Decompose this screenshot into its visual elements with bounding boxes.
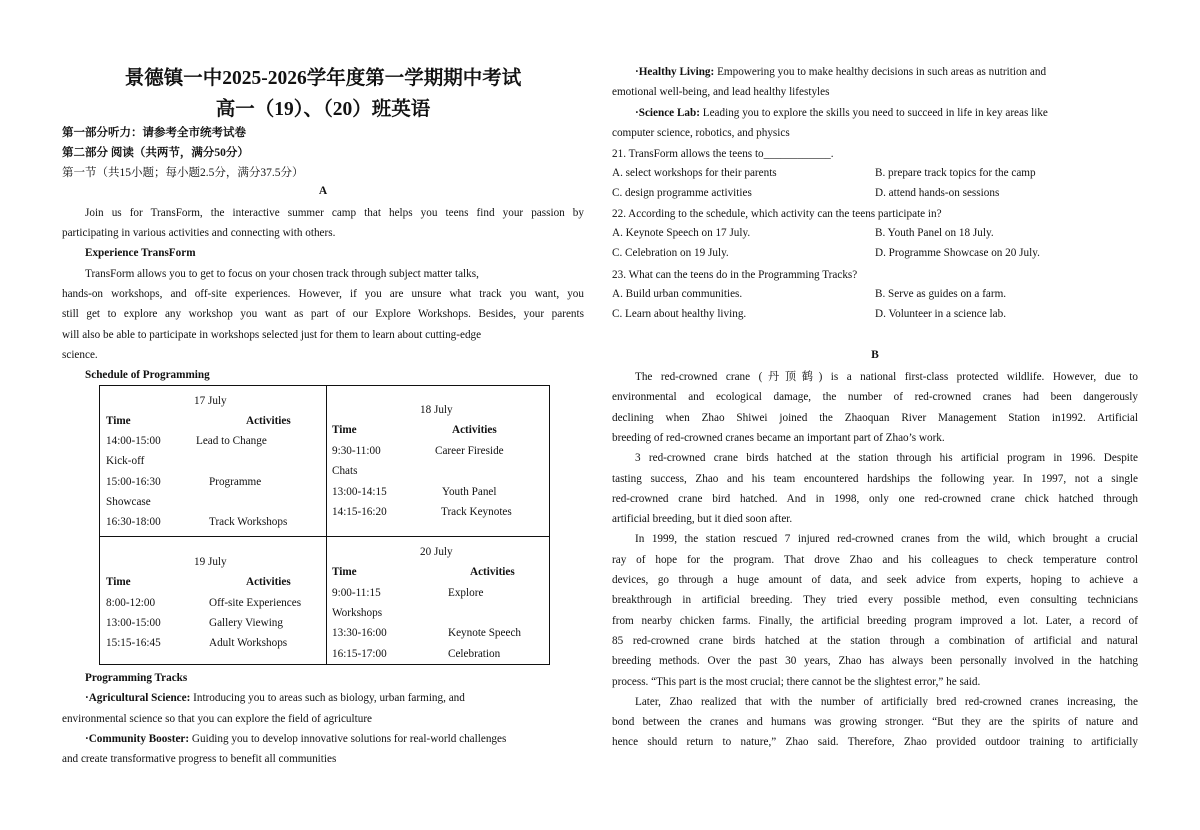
- question-option: A. Build urban communities.: [612, 288, 743, 300]
- passage-b-line: hence should return to nature,” Zhao said. Therefore, Zhao provided outdoor training to artificially: [612, 736, 1138, 749]
- part2-heading: 第二部分 阅读（共两节，满分50分）: [62, 147, 249, 159]
- passage-b-line: environmental and ecological damage, the number of red-crowned cranes had been dangerously: [612, 391, 1138, 404]
- track-desc: Guiding you to develop innovative solutions for real-world challenges: [189, 733, 507, 745]
- question-option: C. design programme activities: [612, 187, 752, 199]
- schedule-activity: Gallery Viewing: [209, 617, 283, 629]
- track-desc-cont: and create transformative progress to benefit all communities: [62, 753, 337, 765]
- passage-b-line: from nearby chicken farms. Finally, the artificial breeding program improved a lot. Later, a record of: [612, 614, 1138, 627]
- schedule-time: 8:00-12:00: [106, 597, 156, 609]
- time-header: Time: [106, 576, 131, 588]
- passage-a-intro-line: participating in various activities and connecting with others.: [62, 227, 336, 239]
- track-item: [635, 65, 1046, 79]
- schedule-time: 15:00-16:30: [106, 476, 161, 488]
- section1-heading: 第一节（共15小题；每小题2.5分，满分37.5分）: [62, 167, 304, 179]
- passage-b-letter: B: [871, 349, 879, 361]
- track-name: ·Agricultural Science:: [85, 692, 191, 704]
- passage-b-line: The red-crowned crane (丹顶鹤) is a national first-class protected wildlife. However, due to: [635, 371, 1138, 383]
- schedule-time: 13:00-14:15: [332, 486, 387, 498]
- track-desc-cont: computer science, robotics, and physics: [612, 127, 790, 139]
- passage-b-line: breeding methods. Over the past 30 years, Zhao has always been personally involved in the hatching: [612, 655, 1138, 668]
- schedule-heading: Schedule of Programming: [85, 369, 210, 381]
- schedule-activity: Track Workshops: [209, 516, 288, 528]
- day-date: 20 July: [420, 546, 453, 558]
- track-item: [635, 106, 1048, 120]
- schedule-time: Showcase: [106, 496, 151, 508]
- track-desc: Introducing you to areas such as biology, urban farming, and: [190, 692, 465, 704]
- schedule-time: Kick-off: [106, 455, 145, 467]
- question-option: C. Celebration on 19 July.: [612, 247, 729, 259]
- schedule-time: 16:15-17:00: [332, 648, 387, 660]
- schedule-activity: Programme: [209, 476, 262, 488]
- track-desc: Leading you to explore the skills you need to succeed in life in key areas like: [699, 107, 1048, 119]
- day-date: 17 July: [194, 395, 227, 407]
- question-option: C. Learn about healthy living.: [612, 308, 747, 320]
- tracks-heading: Programming Tracks: [85, 672, 188, 684]
- schedule-table: [99, 385, 550, 665]
- schedule-time: 14:15-16:20: [332, 506, 387, 518]
- passage-b-line: breeding of red-crowned cranes became an important part of Zhao’s work.: [612, 431, 945, 444]
- question-stem: 21. TransForm allows the teens to____________.: [612, 148, 834, 160]
- activities-header: Activities: [470, 566, 515, 578]
- schedule-time: 15:15-16:45: [106, 637, 161, 649]
- exam-subtitle: 高一（19）、（20）班英语: [215, 99, 431, 120]
- track-name: ·Community Booster:: [85, 733, 190, 745]
- schedule-activity: Career Fireside: [435, 445, 504, 457]
- passage-b-line: red-crowned crane bird hatched. And in 1998, only one red-crowned crane chick hatched through: [612, 492, 1138, 505]
- activities-header: Activities: [246, 415, 291, 427]
- experience-line: TransForm allows you to get to focus on your chosen track through subject matter talks,: [85, 268, 479, 280]
- question-option: A. select workshops for their parents: [612, 167, 777, 179]
- track-desc-cont: environmental science so that you can explore the field of agriculture: [62, 713, 373, 725]
- passage-b-line: Later, Zhao realized that with the number of artificially bred red-crowned cranes increasing, the: [635, 695, 1138, 708]
- passage-b-line: breakthrough in artificial breeding. They tried every possible method, even consulting technicians: [612, 594, 1138, 607]
- experience-line: hands-on workshops, and off-site experiences. However, if you are unsure what track you want, you: [62, 288, 584, 300]
- experience-heading: Experience TransForm: [85, 247, 196, 259]
- track-name: ·Science Lab:: [635, 107, 700, 119]
- time-header: Time: [106, 415, 131, 427]
- day-date: 18 July: [420, 404, 453, 416]
- question-option: B. Youth Panel on 18 July.: [875, 227, 994, 239]
- experience-line: still get to explore any workshop you want as part of our Explore Workshops. Besides, your parents: [62, 308, 584, 320]
- experience-line: science.: [62, 349, 98, 361]
- passage-b-line: devices, go through a huge amount of data, and seek advice from experts, hoping to achieve a: [612, 574, 1138, 586]
- passage-a-intro-line: Join us for TransForm, the interactive summer camp that helps you teens find your passion by: [85, 207, 584, 219]
- schedule-time: 13:30-16:00: [332, 627, 387, 639]
- activities-header: Activities: [452, 424, 497, 436]
- table-divider: [100, 536, 549, 537]
- question-stem: 22. According to the schedule, which activity can the teens participate in?: [612, 208, 942, 220]
- question-option: D. attend hands-on sessions: [875, 187, 1000, 199]
- passage-a-letter: A: [318, 185, 328, 197]
- question-option: D. Programme Showcase on 20 July.: [875, 247, 1040, 259]
- schedule-activity: Celebration: [448, 648, 501, 660]
- passage-b-line: In 1999, the station rescued 7 injured red-crowned cranes from the wild, which brought a crucial: [635, 533, 1138, 546]
- track-item: [85, 691, 465, 705]
- table-divider: [326, 386, 327, 664]
- schedule-time: Workshops: [332, 607, 383, 619]
- passage-b-line: tasting success, Zhao and his team encountered hardships the following year. In 1997, not a single: [612, 472, 1138, 485]
- part1-heading: 第一部分听力：请参考全市统考试卷: [62, 127, 246, 139]
- passage-b-line: 85 red-crowned crane birds hatched at the station through a combination of artificial and natural: [612, 634, 1138, 647]
- schedule-time: 14:00-15:00: [106, 435, 161, 447]
- schedule-activity: Youth Panel: [442, 486, 497, 498]
- schedule-activity: Keynote Speech: [448, 627, 522, 639]
- schedule-time: 16:30-18:00: [106, 516, 161, 528]
- activities-header: Activities: [246, 576, 291, 588]
- time-header: Time: [332, 424, 357, 436]
- schedule-time: 9:00-11:15: [332, 587, 381, 599]
- passage-b-line: 3 red-crowned crane birds hatched at the station through his artificial program in 1996. Despite: [635, 452, 1138, 465]
- passage-b-line: declining when Zhao Shiwei joined the Zhaoquan River Management Station in1992. Artificial: [612, 411, 1138, 424]
- exam-title: 景德镇一中2025-2026学年度第一学期期中考试: [124, 68, 522, 89]
- schedule-time: 9:30-11:00: [332, 445, 381, 457]
- schedule-activity: Track Keynotes: [441, 506, 512, 518]
- passage-b-line: artificial breeding, but it died soon after.: [612, 513, 793, 526]
- track-name: ·Healthy Living:: [635, 66, 715, 78]
- experience-line: will also be able to participate in workshops selected just for them to learn about cutting-edge: [62, 329, 482, 341]
- track-desc: Empowering you to make healthy decisions in such areas as nutrition and: [714, 66, 1047, 78]
- passage-b-line: ray of hope for the program. That drove Zhao and his colleagues to check temperature control: [612, 553, 1138, 566]
- track-desc-cont: emotional well-being, and lead healthy lifestyles: [612, 86, 830, 98]
- question-option: A. Keynote Speech on 17 July.: [612, 227, 751, 239]
- track-item: [85, 732, 506, 746]
- schedule-time: Chats: [332, 465, 358, 477]
- schedule-activity: Lead to Change: [196, 435, 267, 447]
- day-date: 19 July: [194, 556, 227, 568]
- question-option: B. prepare track topics for the camp: [875, 167, 1036, 179]
- question-option: D. Volunteer in a science lab.: [875, 308, 1006, 320]
- passage-b-line: process. “This part is the most crucial; there cannot be the slightest error,” he said.: [612, 675, 981, 688]
- schedule-activity: Adult Workshops: [209, 637, 288, 649]
- schedule-time: 13:00-15:00: [106, 617, 161, 629]
- schedule-activity: Explore: [448, 587, 484, 599]
- question-option: B. Serve as guides on a farm.: [875, 288, 1007, 300]
- question-stem: 23. What can the teens do in the Programming Tracks?: [612, 269, 858, 281]
- passage-b-line: bond between the cranes and humans was growing stronger. “But they are the spirits of nature and: [612, 716, 1138, 729]
- time-header: Time: [332, 566, 357, 578]
- schedule-activity: Off-site Experiences: [209, 597, 302, 609]
